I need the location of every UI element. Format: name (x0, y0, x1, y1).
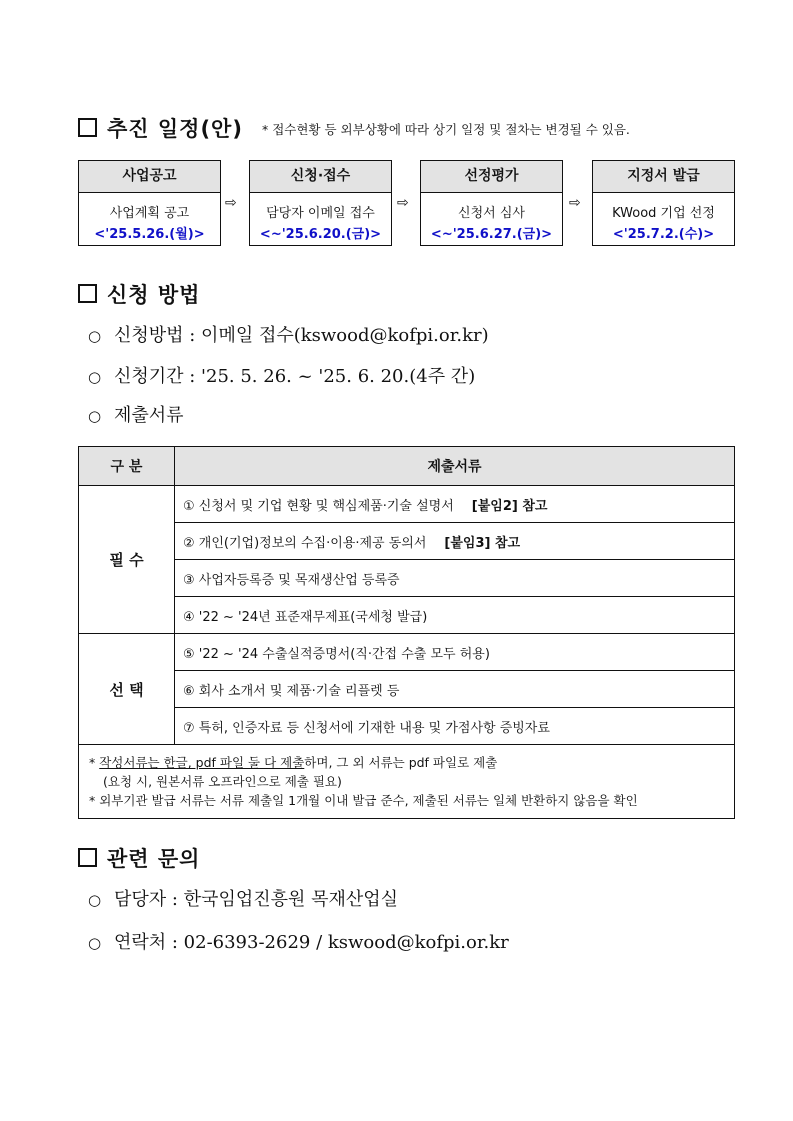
method-section-title: 신청 방법 (78, 279, 200, 309)
method-item: ○ 신청기간 : '25. 5. 26. ~ '25. 6. 20.(4주 간) (88, 366, 476, 387)
table-row (79, 597, 735, 634)
step-date: <~'25.6.27.(금)> (430, 227, 553, 242)
table-header-row (79, 447, 735, 486)
step-date: <'25.5.26.(월)> (94, 227, 205, 242)
bullet-circle-icon: ○ (88, 891, 102, 909)
contact-item: ○ 담당자 : 한국임업진흥원 목재산업실 (88, 889, 399, 910)
arrow-right-icon: ⇨ (397, 195, 409, 211)
table-row (79, 523, 735, 560)
required-label: 필 수 (79, 486, 175, 634)
doc-reference: [붙임3] 참고 (444, 535, 521, 551)
checkbox-square-icon (78, 118, 97, 137)
table-notes (79, 745, 735, 819)
step-desc: KWood 기업 선정 (612, 206, 715, 221)
doc-item: ② 개인(기업)정보의 수집·이용·제공 동의서 [붙임3] 참고 (175, 523, 735, 560)
bullet-circle-icon: ○ (88, 934, 102, 952)
schedule-section-title: 추진 일정(안) (78, 113, 243, 143)
doc-item: ⑤ '22 ~ '24 수출실적증명서(직·간접 수출 모두 허용) (175, 634, 735, 671)
arrow-right-icon: ⇨ (569, 195, 581, 211)
schedule-note: * 접수현황 등 외부상황에 따라 상기 일정 및 절차는 변경될 수 있음. (262, 122, 630, 137)
doc-item: ① 신청서 및 기업 현황 및 핵심제품·기술 설명서 [붙임2] 참고 (175, 486, 735, 523)
header-category: 구 분 (79, 447, 175, 486)
checkbox-square-icon (78, 848, 97, 867)
step-desc: 신청서 심사 (458, 206, 525, 221)
step-title: 신청·접수 (250, 161, 391, 193)
note-line: (요청 시, 원본서류 오프라인으로 제출 필요) (103, 774, 342, 789)
contact-section-title: 관련 문의 (78, 843, 200, 873)
step-title: 사업공고 (79, 161, 220, 193)
bullet-circle-icon: ○ (88, 368, 102, 386)
table-notes-row (79, 745, 735, 819)
table-row (79, 560, 735, 597)
bullet-circle-icon: ○ (88, 407, 102, 425)
table-row (79, 634, 735, 671)
step-box (78, 160, 221, 246)
optional-label: 선 택 (79, 634, 175, 745)
step-title: 선정평가 (421, 161, 562, 193)
step-box (592, 160, 735, 246)
table-row (79, 671, 735, 708)
method-item: ○ 제출서류 (88, 405, 184, 426)
table-row (79, 486, 735, 523)
table-row (79, 708, 735, 745)
bullet-circle-icon: ○ (88, 327, 102, 345)
step-title: 지정서 발급 (593, 161, 734, 193)
doc-item: ⑦ 특허, 인증자료 등 신청서에 기재한 내용 및 가점사항 증빙자료 (175, 708, 735, 745)
note-line: * 작성서류는 한글, pdf 파일 둘 다 제출하며, 그 외 서류는 pdf 파일로 제출 (89, 755, 498, 770)
step-box (420, 160, 563, 246)
note-line: * 외부기관 발급 서류는 서류 제출일 1개월 이내 발급 준수, 제출된 서류는 일체 반환하지 않음을 확인 (89, 793, 638, 808)
header-docs: 제출서류 (175, 447, 735, 486)
doc-item: ⑥ 회사 소개서 및 제품·기술 리플렛 등 (175, 671, 735, 708)
documents-table (78, 446, 735, 819)
arrow-right-icon: ⇨ (225, 195, 237, 211)
method-item: ○ 신청방법 : 이메일 접수(kswood@kofpi.or.kr) (88, 325, 489, 346)
doc-reference: [붙임2] 참고 (471, 498, 548, 514)
step-date: <'25.7.2.(수)> (612, 227, 715, 242)
doc-item: ④ '22 ~ '24년 표준재무제표(국세청 발급) (175, 597, 735, 634)
step-desc: 담당자 이메일 접수 (266, 206, 375, 221)
checkbox-square-icon (78, 284, 97, 303)
step-desc: 사업계획 공고 (109, 206, 190, 221)
step-date: <~'25.6.20.(금)> (259, 227, 382, 242)
doc-item: ③ 사업자등록증 및 목재생산업 등록증 (175, 560, 735, 597)
step-box (249, 160, 392, 246)
contact-item: ○ 연락처 : 02-6393-2629 / kswood@kofpi.or.kr (88, 932, 509, 953)
